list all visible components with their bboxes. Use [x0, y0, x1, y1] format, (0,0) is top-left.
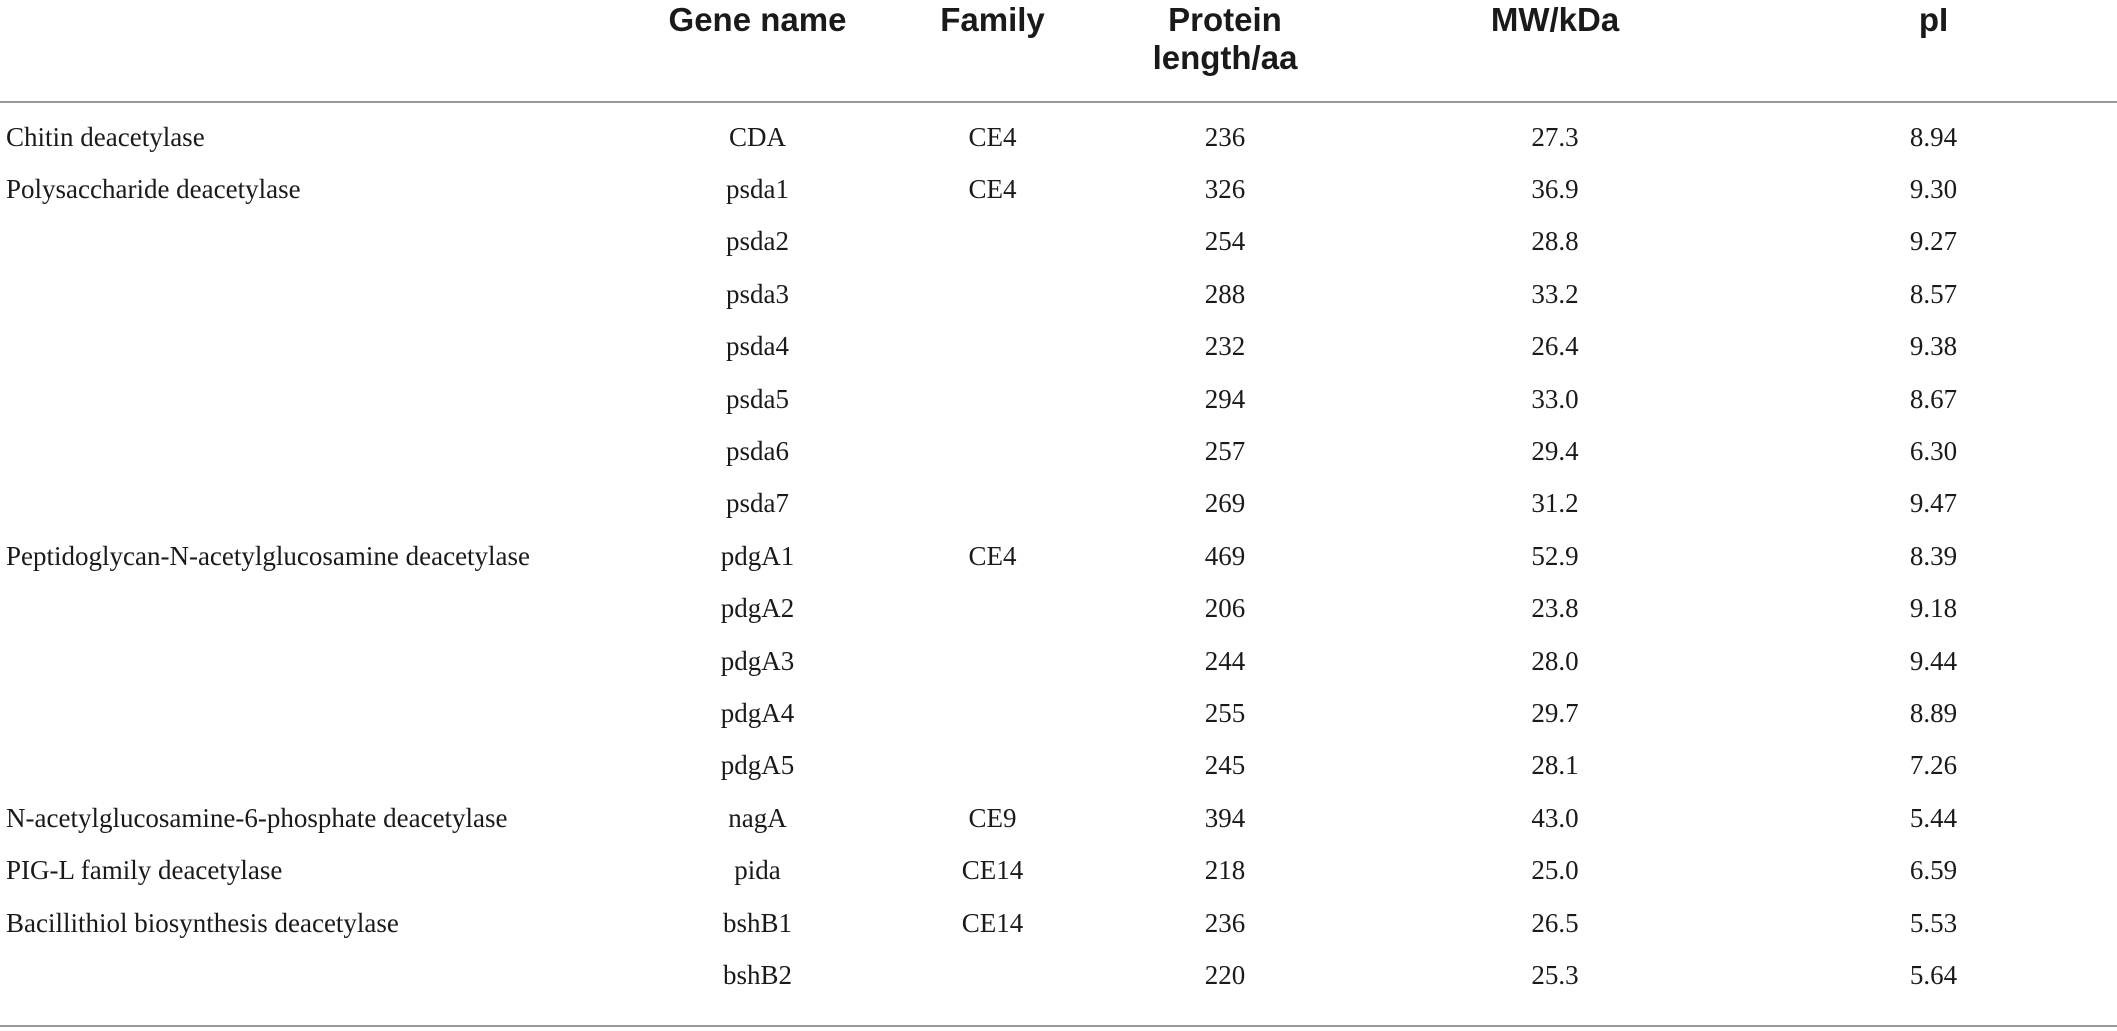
cell-enzyme: Chitin deacetylase: [6, 121, 205, 152]
cell-gene-name: pdgA3: [720, 645, 795, 676]
cell-gene-name: psda6: [726, 436, 789, 467]
cell-enzyme: [0, 740, 620, 792]
cell-enzyme: [0, 425, 620, 477]
table-row: [0, 102, 2117, 163]
cell-pi: 6.30: [1909, 436, 1958, 467]
table-body: [0, 102, 2117, 1002]
cell-mw: 29.4: [1531, 436, 1579, 467]
header-mw: [1360, 0, 1750, 102]
cell-gene-name: psda2: [726, 226, 789, 257]
cell-pi: 7.26: [1909, 750, 1958, 781]
header-enzyme: [0, 0, 620, 102]
cell-gene-name: pdgA4: [720, 697, 795, 728]
cell-protein-length: 255: [1204, 697, 1246, 728]
cell-gene-name: psda4: [726, 331, 789, 362]
cell-family: CE4: [968, 540, 1017, 571]
table-header: [0, 0, 2117, 102]
header-gene-name: [620, 0, 895, 102]
cell-family: CE9: [968, 802, 1017, 833]
cell-family: [895, 373, 1090, 425]
cell-gene-name: pdgA5: [720, 750, 795, 781]
cell-mw: 29.7: [1531, 697, 1579, 728]
table-row: [0, 792, 2117, 844]
cell-enzyme: [0, 321, 620, 373]
cell-pi: 8.39: [1909, 540, 1958, 571]
header-row: [0, 0, 2117, 102]
cell-protein-length: 288: [1204, 278, 1246, 309]
cell-pi: 9.27: [1909, 226, 1958, 257]
table-row: [0, 216, 2117, 268]
cell-protein-length: 257: [1204, 436, 1246, 467]
cell-family: [895, 740, 1090, 792]
cell-mw: 28.1: [1531, 750, 1579, 781]
cell-mw: 28.0: [1531, 645, 1579, 676]
cell-pi: 5.44: [1909, 802, 1958, 833]
cell-enzyme: [0, 268, 620, 320]
cell-enzyme: [0, 687, 620, 739]
cell-gene-name: psda5: [726, 383, 789, 414]
cell-protein-length: 232: [1204, 331, 1246, 362]
cell-mw: 27.3: [1531, 121, 1579, 152]
cell-enzyme: PIG-L family deacetylase: [6, 855, 283, 886]
cell-gene-name: bshB1: [722, 907, 793, 938]
cell-mw: 26.4: [1531, 331, 1579, 362]
header-gene-name-label: Gene name: [668, 1, 847, 38]
cell-protein-length: 245: [1204, 750, 1246, 781]
cell-protein-length: 326: [1204, 174, 1246, 205]
cell-protein-length: 269: [1204, 488, 1246, 519]
cell-mw: 25.3: [1531, 959, 1579, 990]
cell-gene-name: nagA: [728, 802, 787, 833]
table-row: [0, 844, 2117, 896]
cell-protein-length: 394: [1204, 802, 1246, 833]
cell-mw: 26.5: [1531, 907, 1579, 938]
cell-enzyme: [0, 635, 620, 687]
cell-pi: 8.89: [1909, 697, 1958, 728]
table-row: [0, 897, 2117, 949]
cell-mw: 33.0: [1531, 383, 1579, 414]
table-row: [0, 635, 2117, 687]
cell-family: [895, 425, 1090, 477]
cell-mw: 43.0: [1531, 802, 1579, 833]
cell-pi: 9.30: [1909, 174, 1958, 205]
cell-family: [895, 687, 1090, 739]
table-row: [0, 740, 2117, 792]
cell-enzyme: [0, 583, 620, 635]
table-row: [0, 163, 2117, 215]
cell-gene-name: pdgA1: [720, 540, 795, 571]
cell-mw: 36.9: [1531, 174, 1579, 205]
cell-gene-name: bshB2: [722, 959, 793, 990]
cell-pi: 9.47: [1909, 488, 1958, 519]
header-pi-label: pI: [1918, 1, 1949, 38]
cell-family: CE14: [961, 907, 1024, 938]
cell-gene-name: pida: [734, 855, 781, 886]
cell-pi: 8.67: [1909, 383, 1958, 414]
cell-protein-length: 236: [1204, 121, 1246, 152]
table-row: [0, 373, 2117, 425]
cell-enzyme: Peptidoglycan-N-acetylglucosamine deacetylase: [6, 540, 531, 571]
cell-enzyme: Polysaccharide deacetylase: [6, 174, 301, 205]
table-row: [0, 949, 2117, 1001]
cell-pi: 5.64: [1909, 959, 1958, 990]
table-row: [0, 687, 2117, 739]
header-pi: [1750, 0, 2117, 102]
cell-family: [895, 635, 1090, 687]
cell-gene-name: psda3: [726, 278, 789, 309]
cell-pi: 9.44: [1909, 645, 1958, 676]
cell-family: [895, 949, 1090, 1001]
cell-enzyme: Bacillithiol biosynthesis deacetylase: [6, 907, 399, 938]
cell-enzyme: [0, 949, 620, 1001]
header-protein-length: [1090, 0, 1360, 102]
cell-family: CE14: [961, 855, 1024, 886]
cell-mw: 52.9: [1531, 540, 1579, 571]
header-protein-length-line1: Protein: [1168, 1, 1282, 38]
cell-family: [895, 216, 1090, 268]
cell-mw: 28.8: [1531, 226, 1579, 257]
cell-enzyme: N-acetylglucosamine-6-phosphate deacetylase: [6, 802, 508, 833]
table-row: [0, 321, 2117, 373]
cell-gene-name: CDA: [728, 121, 786, 152]
cell-protein-length: 254: [1204, 226, 1246, 257]
cell-protein-length: 244: [1204, 645, 1246, 676]
table-row: [0, 583, 2117, 635]
cell-enzyme: [0, 216, 620, 268]
cell-gene-name: psda7: [726, 488, 789, 519]
header-family-label: Family: [940, 1, 1045, 38]
cell-pi: 9.38: [1909, 331, 1958, 362]
cell-family: CE4: [968, 174, 1017, 205]
header-family: [895, 0, 1090, 102]
cell-protein-length: 469: [1204, 540, 1246, 571]
cell-mw: 33.2: [1531, 278, 1579, 309]
table-row: [0, 425, 2117, 477]
cell-protein-length: 294: [1204, 383, 1246, 414]
cell-mw: 31.2: [1531, 488, 1579, 519]
cell-pi: 5.53: [1909, 907, 1958, 938]
cell-pi: 6.59: [1909, 855, 1958, 886]
cell-enzyme: [0, 478, 620, 530]
header-protein-length-line2: length/aa: [1152, 39, 1298, 76]
cell-pi: 8.57: [1909, 278, 1958, 309]
cell-family: CE4: [968, 121, 1017, 152]
cell-protein-length: 206: [1204, 593, 1246, 624]
cell-family: [895, 268, 1090, 320]
cell-protein-length: 220: [1204, 959, 1246, 990]
cell-family: [895, 321, 1090, 373]
cell-family: [895, 478, 1090, 530]
cell-protein-length: 236: [1204, 907, 1246, 938]
cell-family: [895, 583, 1090, 635]
table-row: [0, 268, 2117, 320]
cell-protein-length: 218: [1204, 855, 1246, 886]
cell-pi: 8.94: [1909, 121, 1958, 152]
table-row: [0, 530, 2117, 582]
header-mw-label: MW/kDa: [1490, 1, 1620, 38]
cell-mw: 23.8: [1531, 593, 1579, 624]
cell-enzyme: [0, 373, 620, 425]
cell-mw: 25.0: [1531, 855, 1579, 886]
table-bottom-rule: [0, 1025, 2117, 1027]
cell-gene-name: pdgA2: [720, 593, 795, 624]
cell-gene-name: psda1: [726, 174, 789, 205]
table-row: [0, 478, 2117, 530]
cell-pi: 9.18: [1909, 593, 1958, 624]
